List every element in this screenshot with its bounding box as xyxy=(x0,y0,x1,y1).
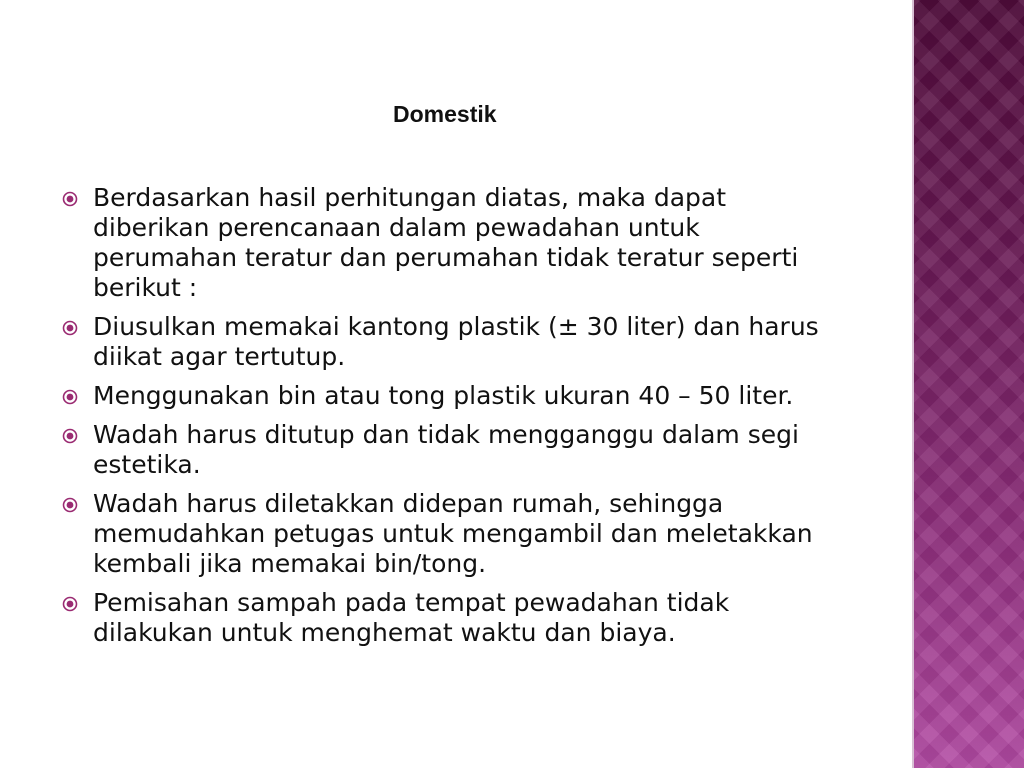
bullet-item-5 xyxy=(62,489,822,579)
bullet-text: Pemisahan sampah pada tempat pewadahan tidak dilakukan untuk menghemat waktu dan biaya. xyxy=(93,588,730,647)
circle-bullet-icon xyxy=(62,428,78,444)
bullet-item-6 xyxy=(62,588,822,648)
bullet-text: Wadah harus diletakkan didepan rumah, sehingga memudahkan petugas untuk mengambil dan meletakkan kembali jika memakai bin/tong. xyxy=(93,489,813,578)
circle-bullet-icon xyxy=(62,497,78,513)
circle-bullet-icon xyxy=(62,320,78,336)
circle-bullet-icon xyxy=(62,389,78,405)
bullet-text: Berdasarkan hasil perhitungan diatas, maka dapat diberikan perencanaan dalam pewadahan untuk perumahan teratur dan perumahan tidak teratur seperti berikut : xyxy=(93,183,799,302)
decorative-side-band xyxy=(912,0,1024,768)
circle-bullet-icon xyxy=(62,191,78,207)
bullet-item-3 xyxy=(62,381,822,411)
bullet-item-1 xyxy=(62,183,822,303)
bullet-list xyxy=(62,183,822,657)
bullet-text: Menggunakan bin atau tong plastik ukuran 40 – 50 liter. xyxy=(93,381,794,410)
bullet-item-2 xyxy=(62,312,822,372)
bullet-text: Diusulkan memakai kantong plastik (± 30 liter) dan harus diikat agar tertutup. xyxy=(93,312,819,371)
circle-bullet-icon xyxy=(62,596,78,612)
bullet-text: Wadah harus ditutup dan tidak mengganggu dalam segi estetika. xyxy=(93,420,799,479)
bullet-item-4 xyxy=(62,420,822,480)
slide-title: Domestik xyxy=(393,101,497,127)
